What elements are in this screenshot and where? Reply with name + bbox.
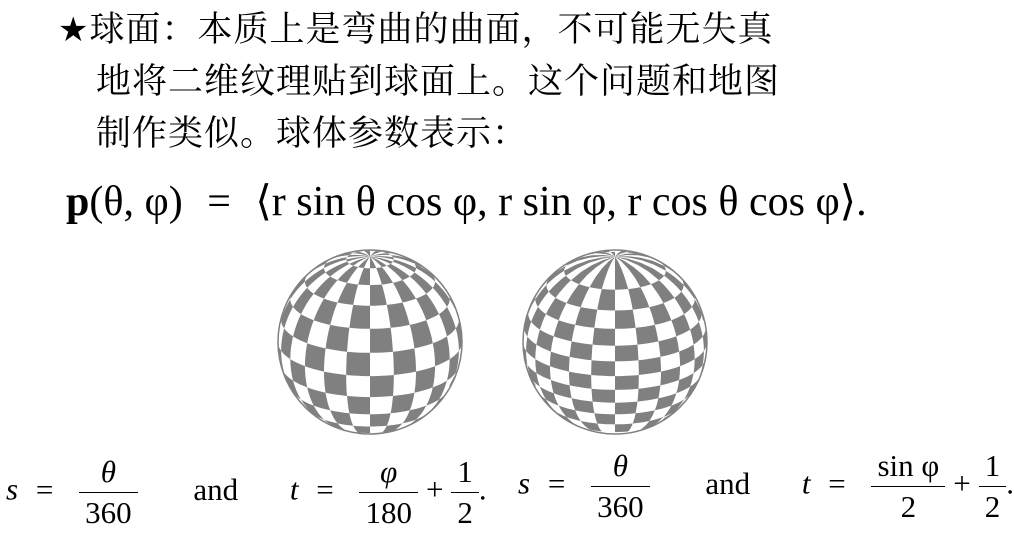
checker-tile [393,348,416,375]
half-denominator: 2 [451,492,479,533]
half-numerator: 1 [457,454,473,489]
and-word: and [193,471,239,507]
half-denominator: 2 [979,486,1007,527]
star-icon: ★ [58,10,90,50]
half-fraction [451,452,479,533]
and-word: and [705,465,751,501]
checker-tile [324,372,347,396]
s-numerator: θ [612,448,628,483]
s-variable: s [6,471,19,507]
checker-tile [615,310,636,329]
checker-tile [370,328,393,353]
formula-p: p [66,179,90,225]
equals-sign: = [828,465,846,501]
checker-tile [615,345,639,362]
line-1-text: 球面：本质上是弯曲的曲面，不可能无失真 [89,10,774,50]
paragraph-line-3: 制作类似。球体参数表示： [96,114,529,154]
checker-tile [615,402,637,415]
checker-sphere-left [278,250,462,434]
equals-sign: = [35,471,54,507]
t-denominator: 2 [871,486,945,527]
checker-tile [326,325,350,352]
half-fraction [979,446,1007,527]
t-fraction [871,446,945,527]
checker-tile [349,305,370,329]
s-variable: s [518,465,531,501]
sphere-parametric-formula [66,176,946,226]
s-numerator: θ [100,454,116,489]
formula-equals: = [207,179,231,225]
equals-sign: = [316,471,334,507]
t-fraction [359,452,418,533]
checker-tile [636,325,659,345]
formula-args: (θ, φ) [89,179,183,225]
checker-tile [347,396,370,414]
checker-tile [346,352,370,376]
mapping-right [518,446,1014,527]
paragraph-line-2: 地将二维纹理贴到球面上。这个问题和地图 [96,62,781,102]
equals-sign: = [547,465,566,501]
t-numerator: sin φ [877,448,940,483]
checker-sphere-right [523,250,707,434]
s-denominator: 360 [591,486,650,527]
checker-tile [591,360,615,376]
checker-tile [615,375,639,390]
s-fraction [591,446,650,527]
period: . [1006,465,1014,501]
t-variable: t [801,465,811,501]
plus-sign: + [425,471,444,507]
checker-tile [370,375,394,397]
t-variable: t [289,471,299,507]
s-fraction [79,452,138,533]
checker-tile [592,389,616,403]
half-numerator: 1 [984,448,1001,483]
checker-tile [594,413,615,424]
checker-tile [593,328,615,346]
t-denominator: 180 [359,492,418,533]
plus-sign: + [953,465,971,501]
t-numerator: φ [380,454,398,489]
mapping-left [6,452,487,533]
sphere-figures [0,240,967,440]
intro-paragraph [58,4,938,160]
formula-rhs: ⟨r sin θ cos φ, r sin φ, r cos θ cos φ⟩. [255,179,867,225]
paragraph-line-1 [58,4,938,56]
s-denominator: 360 [79,492,138,533]
checker-tile [570,341,593,360]
period: . [478,471,487,507]
